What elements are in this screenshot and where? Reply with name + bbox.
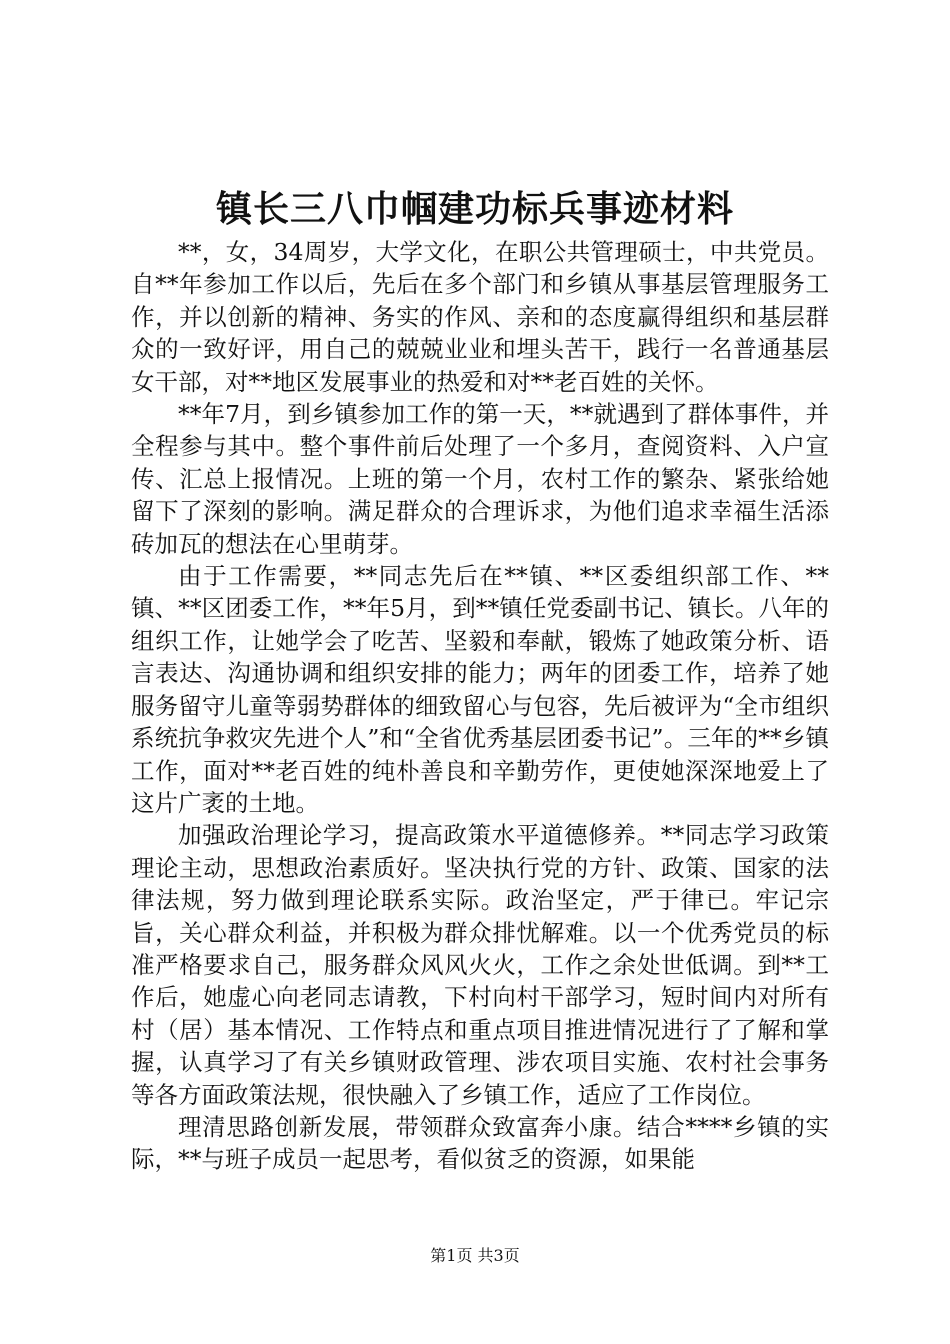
page-number-footer: 第1页 共3页 — [430, 1246, 520, 1265]
paragraph-career: 由于工作需要，**同志先后在**镇、**区委组织部工作、**镇、**区团委工作，**年5月，到**镇任党委副书记、镇长。八年的组织工作，让她学会了吃苦、坚毅和奉献，锻炼了她政策分析、语言表达、沟通协调和组织安排的能力；两年的团委工作，培养了她服务留守儿童等弱势群体的细致留心与包容，先后被评为“全市组织系统抗争救灾先进个人”和“全省优秀基层团委书记”。三年的**乡镇工作，面对**老百姓的纯朴善良和辛勤劳作，更使她深深地爱上了这片广袤的土地。 — [131, 562, 829, 817]
paragraph-development: 理清思路创新发展，带领群众致富奔小康。结合****乡镇的实际，**与班子成员一起思考，看似贫乏的资源，如果能 — [131, 1112, 829, 1174]
document-body — [131, 236, 829, 1176]
document-title: 镇长三八巾帼建功标兵事迹材料 — [215, 188, 734, 230]
paragraph-first-day: **年7月，到乡镇参加工作的第一天，**就遇到了群体事件，并全程参与其中。整个事件前后处理了一个多月，查阅资料、入户宣传、汇总上报情况。上班的第一个月，农村工作的繁杂、紧张给她留下了深刻的影响。满足群众的合理诉求，为他们追求幸福生活添砖加瓦的想法在心里萌芽。 — [131, 400, 829, 558]
paragraph-political-study: 加强政治理论学习，提高政策水平道德修养。**同志学习政策理论主动，思想政治素质好。坚决执行党的方针、政策、国家的法律法规，努力做到理论联系实际。政治坚定，严于律已。牢记宗旨，关心群众利益，并积极为群众排忧解难。以一个优秀党员的标准严格要求自己，服务群众风风火火，工作之余处世低调。到**工作后，她虚心向老同志请教，下村向村干部学习，短时间内对所有村（居）基本情况、工作特点和重点项目推进情况进行了了解和掌握，认真学习了有关乡镇财政管理、涉农项目实施、农村社会事务等各方面政策法规，很快融入了乡镇工作，适应了工作岗位。 — [131, 821, 829, 1109]
paragraph-profile: **，女，34周岁，大学文化，在职公共管理硕士，中共党员。自**年参加工作以后，先后在多个部门和乡镇从事基层管理服务工作，并以创新的精神、务实的作风、亲和的态度赢得组织和基层群众的一致好评，用自己的兢兢业业和埋头苦干，践行一名普通基层女干部，对**地区发展事业的热爱和对**老百姓的关怀。 — [131, 238, 829, 396]
